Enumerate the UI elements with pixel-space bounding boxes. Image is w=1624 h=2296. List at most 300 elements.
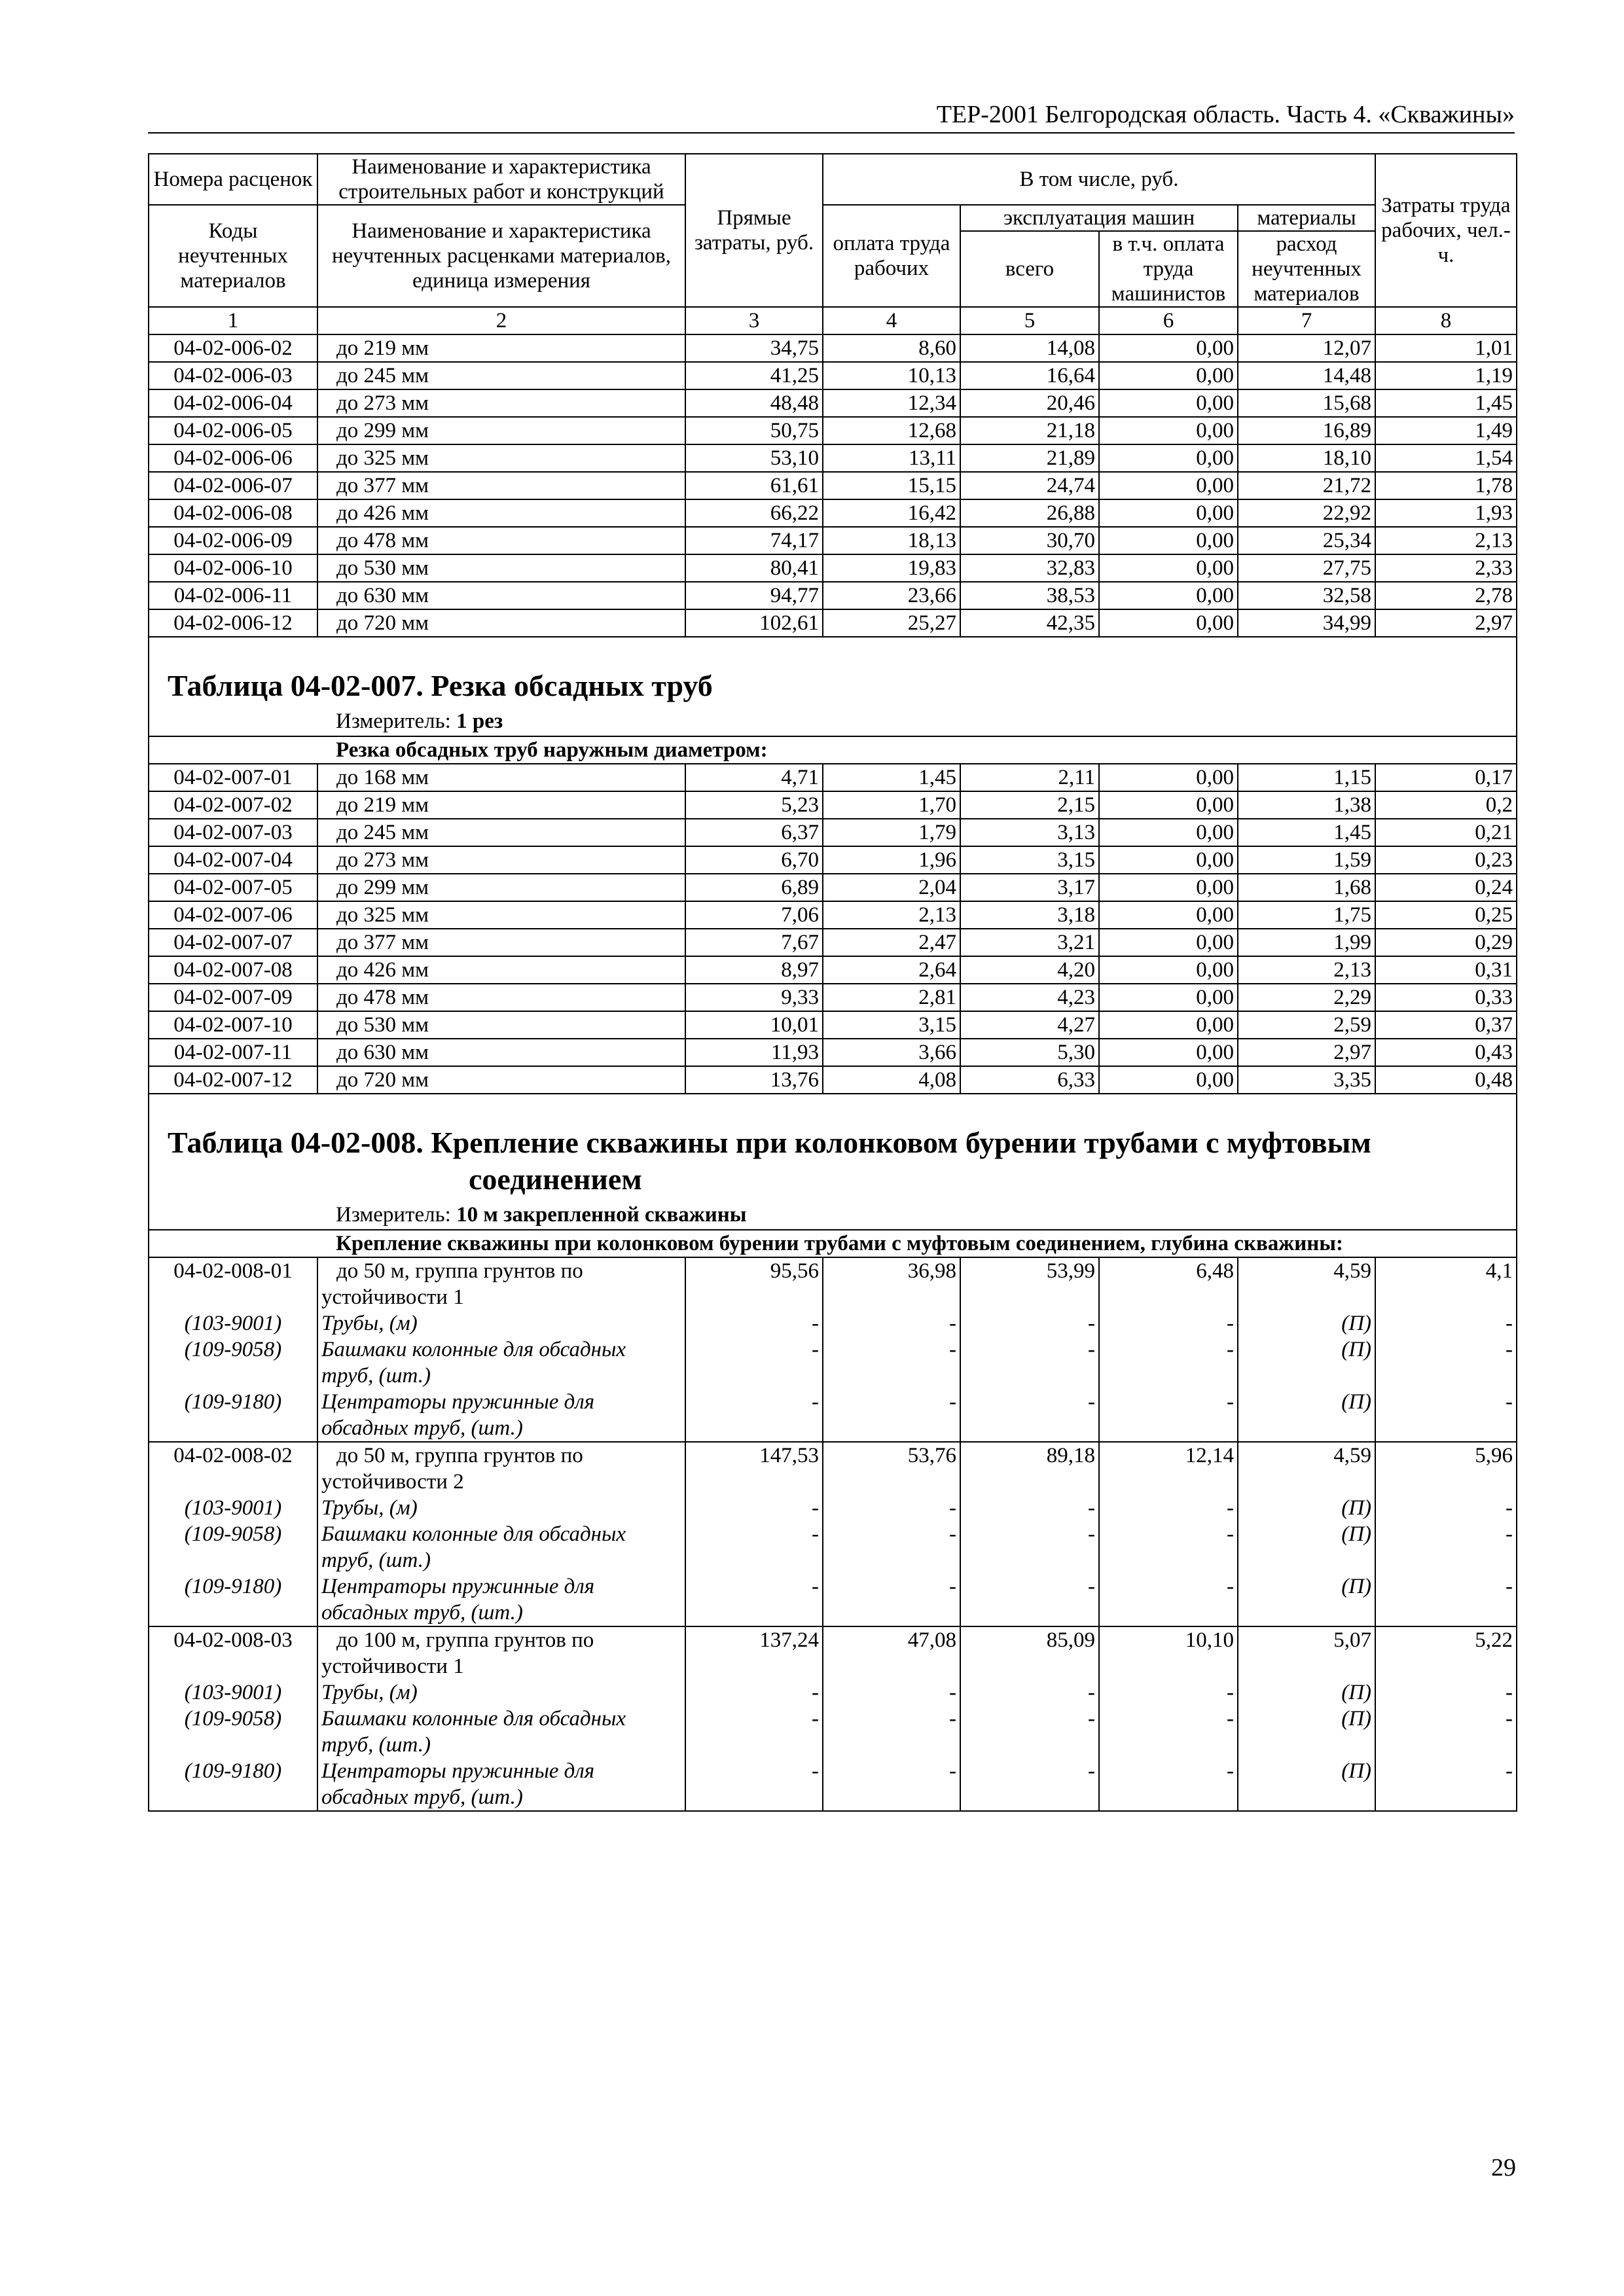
rate-value: 27,75 bbox=[1238, 554, 1375, 582]
material-dash: - bbox=[960, 1679, 1099, 1706]
material-dash: - bbox=[960, 1706, 1099, 1758]
rate-value: 6,89 bbox=[685, 874, 823, 901]
col-labor: Затраты труда рабочих, чел.-ч. bbox=[1375, 154, 1517, 307]
rate-value: 0,00 bbox=[1099, 791, 1238, 819]
rate-value: 0,31 bbox=[1375, 956, 1517, 984]
rate-value: 4,1 bbox=[1375, 1257, 1517, 1310]
rate-value: 10,13 bbox=[823, 362, 960, 389]
rate-value: 5,23 bbox=[685, 791, 823, 819]
material-row bbox=[149, 1521, 1517, 1573]
table-row bbox=[149, 846, 1517, 874]
rate-value: 25,27 bbox=[823, 609, 960, 637]
rate-value: 0,00 bbox=[1099, 764, 1238, 791]
col-number: 3 bbox=[685, 307, 823, 334]
name-line: устойчивости 1 bbox=[321, 1285, 464, 1309]
rate-value: 15,15 bbox=[823, 472, 960, 499]
rate-value: 16,89 bbox=[1238, 417, 1375, 444]
rate-value: 2,97 bbox=[1238, 1039, 1375, 1066]
rate-value: 147,53 bbox=[685, 1442, 823, 1495]
rate-value: 0,00 bbox=[1099, 527, 1238, 554]
rate-code: 04-02-006-05 bbox=[149, 417, 317, 444]
page-number: 29 bbox=[1491, 2154, 1516, 2181]
table-row bbox=[149, 1039, 1517, 1066]
rate-value: 3,13 bbox=[960, 819, 1099, 846]
name-line: обсадных труб, (шт.) bbox=[321, 1601, 523, 1624]
rate-value: 4,59 bbox=[1238, 1442, 1375, 1495]
rate-code: 04-02-008-03 bbox=[149, 1626, 317, 1679]
section-heading: Резка обсадных труб наружным диаметром: bbox=[149, 736, 1517, 764]
rate-value: 2,15 bbox=[960, 791, 1099, 819]
rate-value: 0,23 bbox=[1375, 846, 1517, 874]
rate-value: 6,48 bbox=[1099, 1257, 1238, 1310]
col-number: 2 bbox=[317, 307, 685, 334]
material-dash: - bbox=[1375, 1679, 1517, 1706]
material-dash: - bbox=[685, 1573, 823, 1626]
name-line: Центраторы пружинные для bbox=[321, 1575, 595, 1598]
name-line: обсадных труб, (шт.) bbox=[321, 1416, 523, 1440]
header-row-1 bbox=[149, 154, 1517, 205]
col-codes-top: Номера расценок bbox=[149, 154, 317, 205]
rate-name: до 530 мм bbox=[317, 554, 685, 582]
rate-value: 53,76 bbox=[823, 1442, 960, 1495]
rate-value: 1,45 bbox=[823, 764, 960, 791]
rate-value: 19,83 bbox=[823, 554, 960, 582]
rate-value: 2,29 bbox=[1238, 984, 1375, 1011]
rate-code: 04-02-007-03 bbox=[149, 819, 317, 846]
rate-name: до 720 мм bbox=[317, 1066, 685, 1094]
rate-value: 66,22 bbox=[685, 499, 823, 527]
rate-value: 0,00 bbox=[1099, 499, 1238, 527]
rate-name: до 530 мм bbox=[317, 1011, 685, 1039]
name-line: до 50 м, группа грунтов по bbox=[336, 1259, 583, 1283]
rate-value: 16,64 bbox=[960, 362, 1099, 389]
rate-code: 04-02-007-02 bbox=[149, 791, 317, 819]
rate-value: 20,46 bbox=[960, 389, 1099, 417]
rate-value: 4,23 bbox=[960, 984, 1099, 1011]
rate-value: 2,78 bbox=[1375, 582, 1517, 609]
material-dash: - bbox=[960, 1758, 1099, 1811]
rate-code: 04-02-007-11 bbox=[149, 1039, 317, 1066]
rate-value: 2,59 bbox=[1238, 1011, 1375, 1039]
table-row bbox=[149, 901, 1517, 929]
col-number: 5 bbox=[960, 307, 1099, 334]
rate-value: 3,35 bbox=[1238, 1066, 1375, 1094]
rate-value: 85,09 bbox=[960, 1626, 1099, 1679]
material-dash: - bbox=[1099, 1573, 1238, 1626]
col-machines: эксплуатация машин bbox=[960, 205, 1238, 231]
material-code: (109-9180) bbox=[149, 1573, 317, 1626]
material-dash: - bbox=[1099, 1706, 1238, 1758]
table-row bbox=[149, 362, 1517, 389]
rate-value: 15,68 bbox=[1238, 389, 1375, 417]
measure-label: Измеритель: bbox=[336, 709, 457, 733]
rate-value: 1,15 bbox=[1238, 764, 1375, 791]
rate-value: 53,10 bbox=[685, 444, 823, 472]
rate-value: 1,49 bbox=[1375, 417, 1517, 444]
col-name-top: Наименование и характеристика строительных работ и конструкций bbox=[317, 154, 685, 205]
rate-value: 6,70 bbox=[685, 846, 823, 874]
material-dash: - bbox=[823, 1679, 960, 1706]
rate-value: 0,17 bbox=[1375, 764, 1517, 791]
rate-value: 1,19 bbox=[1375, 362, 1517, 389]
material-dash: - bbox=[685, 1521, 823, 1573]
rate-value: 1,59 bbox=[1238, 846, 1375, 874]
rate-value: 11,93 bbox=[685, 1039, 823, 1066]
measure-cell bbox=[149, 1198, 1517, 1230]
rate-value: 0,00 bbox=[1099, 389, 1238, 417]
material-name bbox=[317, 1310, 685, 1336]
rate-name: до 478 мм bbox=[317, 984, 685, 1011]
rate-code: 04-02-006-04 bbox=[149, 389, 317, 417]
rate-value: 0,00 bbox=[1099, 819, 1238, 846]
rate-code: 04-02-007-07 bbox=[149, 929, 317, 956]
rate-value: 1,45 bbox=[1238, 819, 1375, 846]
material-row bbox=[149, 1679, 1517, 1706]
rate-value: 0,29 bbox=[1375, 929, 1517, 956]
rate-code: 04-02-007-04 bbox=[149, 846, 317, 874]
rate-value: 1,96 bbox=[823, 846, 960, 874]
material-dash: - bbox=[1099, 1389, 1238, 1442]
rate-value: 50,75 bbox=[685, 417, 823, 444]
material-dash: - bbox=[823, 1706, 960, 1758]
rate-value: 21,18 bbox=[960, 417, 1099, 444]
rate-value: 5,96 bbox=[1375, 1442, 1517, 1495]
rate-value: 1,99 bbox=[1238, 929, 1375, 956]
rate-code: 04-02-006-12 bbox=[149, 609, 317, 637]
rate-value: 42,35 bbox=[960, 609, 1099, 637]
material-code: (109-9058) bbox=[149, 1706, 317, 1758]
rate-value: 14,08 bbox=[960, 334, 1099, 362]
rate-value: 3,15 bbox=[960, 846, 1099, 874]
rate-name: до 325 мм bbox=[317, 901, 685, 929]
material-dash: - bbox=[823, 1521, 960, 1573]
material-dash: - bbox=[1099, 1679, 1238, 1706]
table-row bbox=[149, 791, 1517, 819]
rate-value: 6,37 bbox=[685, 819, 823, 846]
rate-value: 8,97 bbox=[685, 956, 823, 984]
rate-value: 1,68 bbox=[1238, 874, 1375, 901]
rate-value: 89,18 bbox=[960, 1442, 1099, 1495]
rate-value: 0,25 bbox=[1375, 901, 1517, 929]
rate-value: 4,20 bbox=[960, 956, 1099, 984]
rate-value: 1,54 bbox=[1375, 444, 1517, 472]
rate-value: 1,38 bbox=[1238, 791, 1375, 819]
col-mach-wages: в т.ч. оплата труда машинистов bbox=[1099, 231, 1238, 307]
table-row bbox=[149, 472, 1517, 499]
material-dash: - bbox=[823, 1389, 960, 1442]
material-row bbox=[149, 1336, 1517, 1389]
name-line: обсадных труб, (шт.) bbox=[321, 1785, 523, 1809]
section-heading: Крепление скважины при колонковом бурении трубами с муфтовым соединением, глубина скважины: bbox=[149, 1230, 1517, 1257]
material-code: (109-9058) bbox=[149, 1336, 317, 1389]
rate-value: 7,67 bbox=[685, 929, 823, 956]
rate-value: 5,07 bbox=[1238, 1626, 1375, 1679]
material-dash: - bbox=[823, 1310, 960, 1336]
rate-value: 34,99 bbox=[1238, 609, 1375, 637]
material-dash: - bbox=[960, 1495, 1099, 1521]
measure-row bbox=[149, 1198, 1517, 1230]
rate-value: 18,10 bbox=[1238, 444, 1375, 472]
table-row bbox=[149, 1442, 1517, 1495]
material-name bbox=[317, 1706, 685, 1758]
rate-value: 4,08 bbox=[823, 1066, 960, 1094]
table-row bbox=[149, 1626, 1517, 1679]
material-flag: (П) bbox=[1238, 1679, 1375, 1706]
name-line: Башмаки колонные для обсадных bbox=[321, 1338, 626, 1361]
material-dash: - bbox=[685, 1389, 823, 1442]
col-incl: В том числе, руб. bbox=[823, 154, 1375, 205]
table-row bbox=[149, 819, 1517, 846]
rate-name: до 245 мм bbox=[317, 362, 685, 389]
table-row bbox=[149, 1011, 1517, 1039]
rate-value: 0,00 bbox=[1099, 901, 1238, 929]
material-row bbox=[149, 1310, 1517, 1336]
rate-name: до 299 мм bbox=[317, 874, 685, 901]
rate-value: 0,43 bbox=[1375, 1039, 1517, 1066]
material-dash: - bbox=[823, 1336, 960, 1389]
rate-value: 24,74 bbox=[960, 472, 1099, 499]
rate-value: 0,00 bbox=[1099, 334, 1238, 362]
rate-value: 0,00 bbox=[1099, 1039, 1238, 1066]
name-line: Трубы, (м) bbox=[321, 1312, 418, 1335]
material-name bbox=[317, 1521, 685, 1573]
rate-code: 04-02-006-07 bbox=[149, 472, 317, 499]
rate-value: 12,07 bbox=[1238, 334, 1375, 362]
rate-value: 2,13 bbox=[823, 901, 960, 929]
table-row bbox=[149, 527, 1517, 554]
table-title-row bbox=[149, 1094, 1517, 1198]
material-dash: - bbox=[1375, 1389, 1517, 1442]
material-flag: (П) bbox=[1238, 1758, 1375, 1811]
rate-value: 3,21 bbox=[960, 929, 1099, 956]
rate-code: 04-02-006-08 bbox=[149, 499, 317, 527]
section-row bbox=[149, 736, 1517, 764]
rate-value: 12,34 bbox=[823, 389, 960, 417]
rate-name bbox=[317, 1257, 685, 1310]
rate-value: 0,24 bbox=[1375, 874, 1517, 901]
rate-code: 04-02-007-10 bbox=[149, 1011, 317, 1039]
rate-value: 1,01 bbox=[1375, 334, 1517, 362]
rate-name bbox=[317, 1442, 685, 1495]
measure-cell bbox=[149, 704, 1517, 736]
rate-value: 0,37 bbox=[1375, 1011, 1517, 1039]
col-number: 1 bbox=[149, 307, 317, 334]
rate-code: 04-02-006-06 bbox=[149, 444, 317, 472]
material-dash: - bbox=[960, 1573, 1099, 1626]
material-flag: (П) bbox=[1238, 1495, 1375, 1521]
name-line: труб, (шт.) bbox=[321, 1733, 431, 1757]
table-row bbox=[149, 984, 1517, 1011]
rate-code: 04-02-006-03 bbox=[149, 362, 317, 389]
rate-value: 1,70 bbox=[823, 791, 960, 819]
material-dash: - bbox=[1099, 1336, 1238, 1389]
material-code: (109-9180) bbox=[149, 1389, 317, 1442]
rate-value: 2,13 bbox=[1238, 956, 1375, 984]
rate-value: 30,70 bbox=[960, 527, 1099, 554]
material-dash: - bbox=[823, 1758, 960, 1811]
table-title-cell bbox=[149, 637, 1517, 704]
material-dash: - bbox=[685, 1706, 823, 1758]
material-flag: (П) bbox=[1238, 1336, 1375, 1389]
rate-value: 25,34 bbox=[1238, 527, 1375, 554]
material-dash: - bbox=[1375, 1495, 1517, 1521]
table-row bbox=[149, 609, 1517, 637]
material-name bbox=[317, 1679, 685, 1706]
rate-value: 74,17 bbox=[685, 527, 823, 554]
rate-value: 2,13 bbox=[1375, 527, 1517, 554]
material-row bbox=[149, 1495, 1517, 1521]
material-code: (103-9001) bbox=[149, 1495, 317, 1521]
name-line: устойчивости 2 bbox=[321, 1470, 464, 1494]
rate-value: 47,08 bbox=[823, 1626, 960, 1679]
rate-value: 0,00 bbox=[1099, 472, 1238, 499]
table-title-row bbox=[149, 637, 1517, 704]
rate-name: до 219 мм bbox=[317, 334, 685, 362]
material-name bbox=[317, 1495, 685, 1521]
rate-value: 21,72 bbox=[1238, 472, 1375, 499]
rate-name: до 377 мм bbox=[317, 472, 685, 499]
rate-name: до 630 мм bbox=[317, 582, 685, 609]
rate-value: 3,66 bbox=[823, 1039, 960, 1066]
rate-value: 53,99 bbox=[960, 1257, 1099, 1310]
rate-value: 3,15 bbox=[823, 1011, 960, 1039]
rate-value: 34,75 bbox=[685, 334, 823, 362]
material-row bbox=[149, 1573, 1517, 1626]
rate-value: 13,76 bbox=[685, 1066, 823, 1094]
table-row bbox=[149, 554, 1517, 582]
material-dash: - bbox=[1375, 1521, 1517, 1573]
material-code: (109-9180) bbox=[149, 1758, 317, 1811]
name-line: труб, (шт.) bbox=[321, 1549, 431, 1572]
material-dash: - bbox=[685, 1310, 823, 1336]
rate-value: 6,33 bbox=[960, 1066, 1099, 1094]
name-line: Башмаки колонные для обсадных bbox=[321, 1522, 626, 1546]
rate-value: 0,00 bbox=[1099, 362, 1238, 389]
rate-code: 04-02-006-11 bbox=[149, 582, 317, 609]
rate-code: 04-02-006-10 bbox=[149, 554, 317, 582]
rate-name bbox=[317, 1626, 685, 1679]
rate-value: 26,88 bbox=[960, 499, 1099, 527]
table-title-line: соединением bbox=[469, 1162, 642, 1196]
rate-value: 1,45 bbox=[1375, 389, 1517, 417]
rate-value: 38,53 bbox=[960, 582, 1099, 609]
col-direct: Прямые затраты, руб. bbox=[685, 154, 823, 307]
rate-name: до 377 мм bbox=[317, 929, 685, 956]
rate-value: 0,21 bbox=[1375, 819, 1517, 846]
table-row bbox=[149, 334, 1517, 362]
measure-label: Измеритель: bbox=[336, 1203, 457, 1227]
rate-value: 4,59 bbox=[1238, 1257, 1375, 1310]
material-row bbox=[149, 1758, 1517, 1811]
rate-value: 2,04 bbox=[823, 874, 960, 901]
material-row bbox=[149, 1706, 1517, 1758]
rate-value: 61,61 bbox=[685, 472, 823, 499]
rate-value: 95,56 bbox=[685, 1257, 823, 1310]
rate-code: 04-02-007-09 bbox=[149, 984, 317, 1011]
table-row bbox=[149, 1066, 1517, 1094]
rate-value: 3,17 bbox=[960, 874, 1099, 901]
rate-value: 1,93 bbox=[1375, 499, 1517, 527]
rate-value: 5,30 bbox=[960, 1039, 1099, 1066]
rate-value: 10,01 bbox=[685, 1011, 823, 1039]
material-code: (103-9001) bbox=[149, 1310, 317, 1336]
rate-name: до 219 мм bbox=[317, 791, 685, 819]
rate-value: 80,41 bbox=[685, 554, 823, 582]
rate-value: 0,00 bbox=[1099, 984, 1238, 1011]
material-dash: - bbox=[1099, 1310, 1238, 1336]
rate-value: 0,00 bbox=[1099, 929, 1238, 956]
table-row bbox=[149, 929, 1517, 956]
rate-code: 04-02-007-06 bbox=[149, 901, 317, 929]
table-row bbox=[149, 764, 1517, 791]
material-dash: - bbox=[685, 1336, 823, 1389]
rate-value: 3,18 bbox=[960, 901, 1099, 929]
rate-value: 4,71 bbox=[685, 764, 823, 791]
col-number: 4 bbox=[823, 307, 960, 334]
measure-value: 10 м закрепленной скважины bbox=[456, 1203, 747, 1227]
rate-value: 32,58 bbox=[1238, 582, 1375, 609]
col-mat-unacc: расход неучтенных материалов bbox=[1238, 231, 1375, 307]
col-materials: материалы bbox=[1238, 205, 1375, 231]
name-line: устойчивости 1 bbox=[321, 1655, 464, 1678]
material-dash: - bbox=[1375, 1706, 1517, 1758]
rate-name: до 478 мм bbox=[317, 527, 685, 554]
table-title bbox=[168, 668, 1498, 704]
rate-name: до 273 мм bbox=[317, 846, 685, 874]
material-dash: - bbox=[1099, 1495, 1238, 1521]
material-flag: (П) bbox=[1238, 1521, 1375, 1573]
rates-table bbox=[148, 153, 1517, 1812]
material-dash: - bbox=[960, 1389, 1099, 1442]
rate-name: до 168 мм bbox=[317, 764, 685, 791]
rate-value: 0,33 bbox=[1375, 984, 1517, 1011]
rate-value: 18,13 bbox=[823, 527, 960, 554]
table-row bbox=[149, 417, 1517, 444]
rate-value: 10,10 bbox=[1099, 1626, 1238, 1679]
material-dash: - bbox=[1375, 1573, 1517, 1626]
material-flag: (П) bbox=[1238, 1310, 1375, 1336]
rate-value: 0,00 bbox=[1099, 609, 1238, 637]
section-row bbox=[149, 1230, 1517, 1257]
rate-value: 1,79 bbox=[823, 819, 960, 846]
col-number: 8 bbox=[1375, 307, 1517, 334]
rate-code: 04-02-007-05 bbox=[149, 874, 317, 901]
rate-value: 0,2 bbox=[1375, 791, 1517, 819]
name-line: до 50 м, группа грунтов по bbox=[336, 1444, 583, 1467]
rate-name: до 325 мм bbox=[317, 444, 685, 472]
rate-value: 94,77 bbox=[685, 582, 823, 609]
rate-value: 0,00 bbox=[1099, 417, 1238, 444]
table-row bbox=[149, 444, 1517, 472]
rate-value: 137,24 bbox=[685, 1626, 823, 1679]
rate-value: 12,14 bbox=[1099, 1442, 1238, 1495]
material-dash: - bbox=[1099, 1758, 1238, 1811]
name-line: Трубы, (м) bbox=[321, 1681, 418, 1704]
rate-code: 04-02-006-09 bbox=[149, 527, 317, 554]
rate-value: 0,00 bbox=[1099, 1066, 1238, 1094]
col-codes-bottom: Коды неучтенных материалов bbox=[149, 205, 317, 307]
rate-value: 0,00 bbox=[1099, 1011, 1238, 1039]
rate-value: 0,00 bbox=[1099, 874, 1238, 901]
running-header: ТЕР-2001 Белгородская область. Часть 4. «Скважины» bbox=[148, 98, 1515, 134]
rate-name: до 630 мм bbox=[317, 1039, 685, 1066]
rate-value: 22,92 bbox=[1238, 499, 1375, 527]
material-name bbox=[317, 1758, 685, 1811]
rate-value: 32,83 bbox=[960, 554, 1099, 582]
name-line: Центраторы пружинные для bbox=[321, 1390, 595, 1414]
material-dash: - bbox=[685, 1495, 823, 1521]
name-line: Трубы, (м) bbox=[321, 1496, 418, 1520]
